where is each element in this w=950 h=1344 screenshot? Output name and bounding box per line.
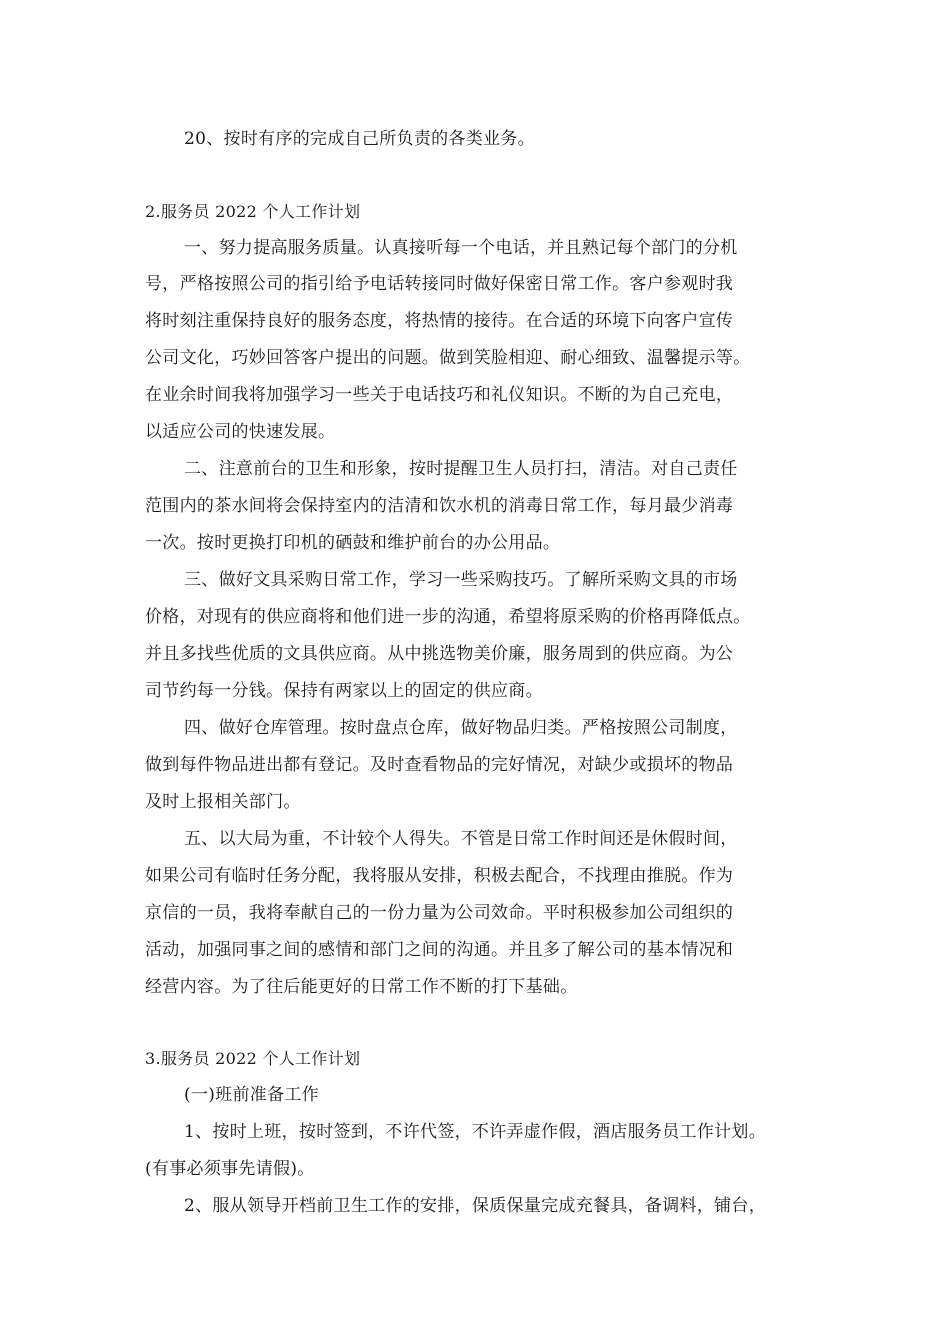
paragraph-line: 公司文化，巧妙回答客户提出的问题。做到笑脸相迎、耐心细致、温馨提示等。 — [145, 348, 751, 368]
section-3-title: 3.服务员 2022 个人工作计划 — [145, 1049, 361, 1068]
paragraph-line: 并且多找些优质的文具供应商。从中挑选物美价廉，服务周到的供应商。为公 — [145, 644, 734, 664]
section-2-title: 2.服务员 2022 个人工作计划 — [145, 202, 361, 221]
paragraph-line: 做到每件物品进出都有登记。及时查看物品的完好情况，对缺少或损坏的物品 — [145, 755, 734, 775]
paragraph-line: 活动，加强同事之间的感情和部门之间的沟通。并且多了解公司的基本情况和 — [145, 940, 734, 960]
paragraph-line: (有事必须事先请假)。 — [145, 1159, 315, 1179]
paragraph-line: 京信的一员，我将奉献自己的一份力量为公司效命。平时积极参加公司组织的 — [145, 903, 734, 923]
paragraph-line: 及时上报相关部门。 — [145, 792, 301, 812]
paragraph-line: 二、注意前台的卫生和形象，按时提醒卫生人员打扫，清洁。对自己责任 — [184, 459, 738, 479]
paragraph-line: 三、做好文具采购日常工作，学习一些采购技巧。了解所采购文具的市场 — [184, 570, 738, 590]
paragraph-line: 经营内容。为了往后能更好的日常工作不断的打下基础。 — [145, 977, 578, 997]
paragraph-line: 将时刻注重保持良好的服务态度，将热情的接待。在合适的环境下向客户宣传 — [145, 311, 734, 331]
list-item-20: 20、按时有序的完成自己所负责的各类业务。 — [184, 129, 535, 149]
paragraph-line: 一、努力提高服务质量。认真接听每一个电话，并且熟记每个部门的分机 — [184, 238, 738, 258]
paragraph-line: 四、做好仓库管理。按时盘点仓库，做好物品归类。严格按照公司制度， — [184, 718, 738, 738]
paragraph-line: 号，严格按照公司的指引给予电话转接同时做好保密日常工作。客户参观时我 — [145, 274, 734, 294]
paragraph-line: 五、以大局为重，不计较个人得失。不管是日常工作时间还是休假时间， — [184, 829, 738, 849]
paragraph-line: 如果公司有临时任务分配，我将服从安排，积极去配合，不找理由推脱。作为 — [145, 866, 734, 886]
paragraph-line: 以适应公司的快速发展。 — [145, 422, 336, 442]
paragraph-line: 在业余时间我将加强学习一些关于电话技巧和礼仪知识。不断的为自己充电， — [145, 385, 734, 405]
paragraph-line: 范围内的茶水间将会保持室内的洁清和饮水机的消毒日常工作，每月最少消毒 — [145, 496, 734, 516]
paragraph-line: 2、服从领导开档前卫生工作的安排，保质保量完成充餐具，备调料，铺台， — [184, 1196, 767, 1216]
subsection-heading: (一)班前准备工作 — [184, 1085, 319, 1105]
paragraph-line: 司节约每一分钱。保持有两家以上的固定的供应商。 — [145, 681, 543, 701]
paragraph-line: 1、按时上班，按时签到，不许代签，不许弄虚作假，酒店服务员工作计划。 — [184, 1122, 767, 1142]
paragraph-line: 一次。按时更换打印机的硒鼓和维护前台的办公用品。 — [145, 533, 561, 553]
paragraph-line: 价格，对现有的供应商将和他们进一步的沟通，希望将原采购的价格再降低点。 — [145, 607, 751, 627]
